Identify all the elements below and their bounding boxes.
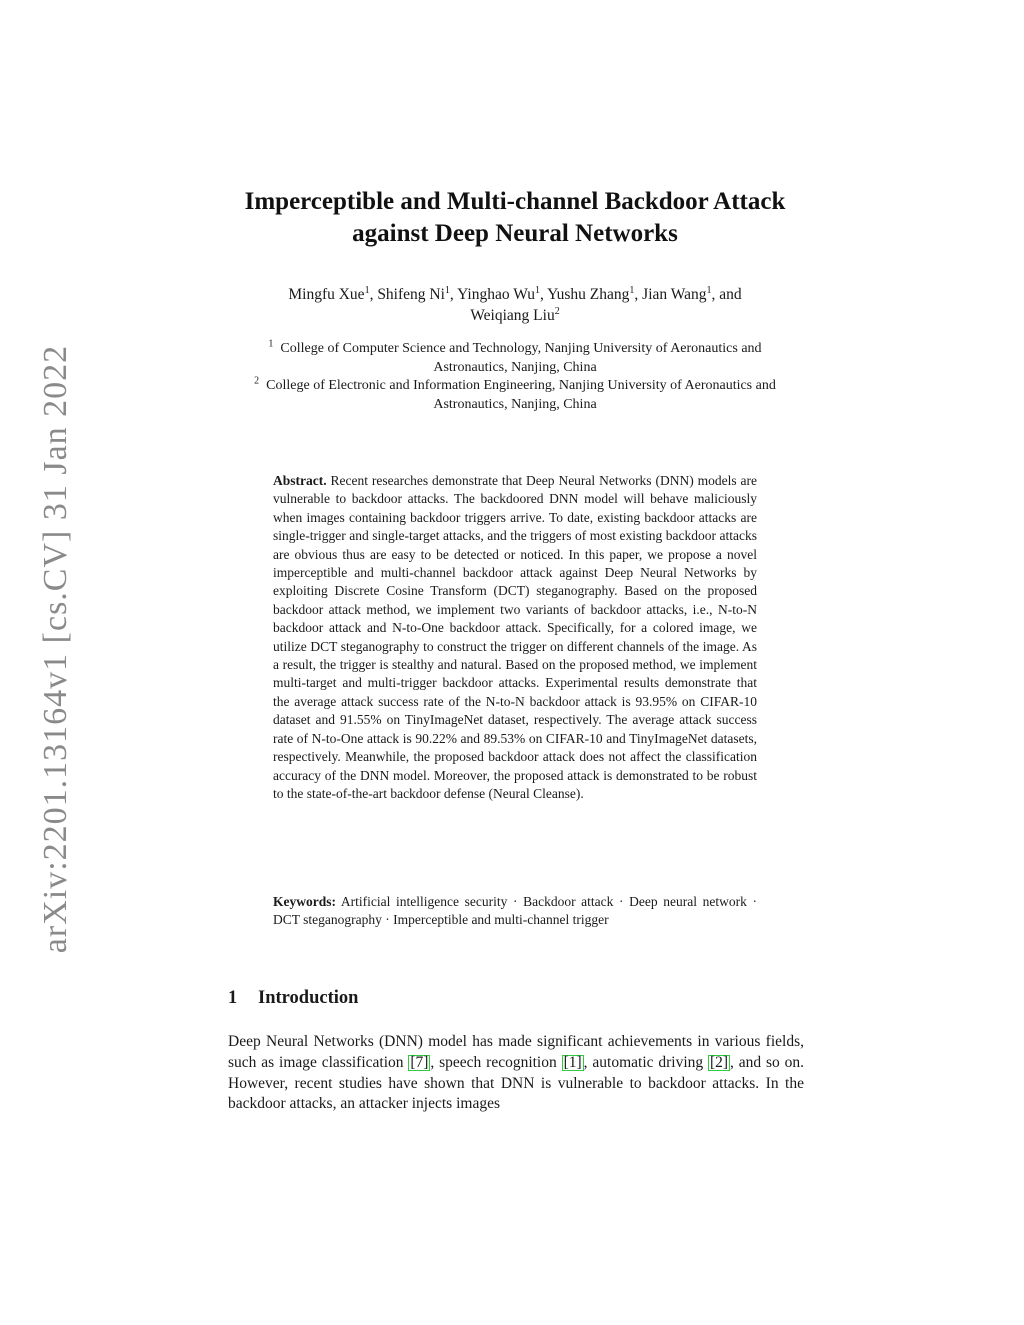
abstract-label: Abstract. xyxy=(273,473,327,488)
author: Yushu Zhang xyxy=(547,286,630,303)
section-number: 1 xyxy=(228,988,238,1008)
author-separator: , xyxy=(369,286,378,303)
keywords-label: Keywords: xyxy=(273,894,336,909)
author-affil-mark: 1 xyxy=(706,284,712,296)
author-separator: , xyxy=(449,286,458,303)
affiliation-list xyxy=(232,340,798,414)
author: Shifeng Ni xyxy=(377,286,445,303)
author-separator: , xyxy=(539,286,548,303)
author: Mingfu Xue xyxy=(288,286,365,303)
author-last-joiner: , and xyxy=(711,286,742,303)
abstract xyxy=(273,472,757,803)
keywords-text: Artificial intelligence security · Backdoor attack · Deep neural network · DCT steganography · Imperceptible and multi-channel trigger xyxy=(273,894,757,928)
citation-link[interactable]: [7] xyxy=(410,1053,429,1071)
citation-link[interactable]: [2] xyxy=(709,1053,729,1071)
affiliation-text: College of Computer Science and Technology, Nanjing University of Aeronautics and Astronautics, Nanjing, China xyxy=(280,341,762,375)
affiliation xyxy=(232,377,798,414)
intro-paragraph xyxy=(228,1032,804,1115)
author: Yinghao Wu xyxy=(457,286,535,303)
author-affil-mark: 1 xyxy=(364,284,370,296)
intro-text: Deep Neural Networks (DNN) model has made significant achievements in various fields, such as image classification xyxy=(228,1033,804,1071)
affiliation-text: College of Electronic and Information Engineering, Nanjing University of Aeronautics and Astronautics, Nanjing, China xyxy=(266,378,776,412)
citation-link[interactable]: [1] xyxy=(563,1053,582,1071)
keywords xyxy=(273,893,757,930)
author: Jian Wang xyxy=(642,286,707,303)
author: Weiqiang Liu xyxy=(470,307,555,324)
author-affil-mark: 1 xyxy=(629,284,635,296)
affiliation xyxy=(232,340,798,377)
arxiv-stamp xyxy=(26,344,86,954)
author-list xyxy=(232,284,798,326)
affiliation-mark: 1 xyxy=(268,338,274,350)
section-title: Introduction xyxy=(258,988,359,1008)
intro-text: , and so on. However, recent studies have shown that DNN is vulnerable to backdoor attacks. In the backdoor attacks, an attacker injects images xyxy=(228,1053,804,1113)
author-affil-mark: 2 xyxy=(554,305,560,317)
author-affil-mark: 1 xyxy=(534,284,540,296)
intro-text: , automatic driving xyxy=(583,1053,708,1071)
paper-title: Imperceptible and Multi-channel Backdoor Attack against Deep Neural Networks xyxy=(244,188,786,247)
author-separator: , xyxy=(634,286,643,303)
abstract-text: Recent researches demonstrate that Deep Neural Networks (DNN) models are vulnerable to backdoor attacks. The backdoored DNN model will behave maliciously when images containing backdoor triggers arrive. To date, existing backdoor attacks are single-trigger and single-target attacks, and the triggers of most existing backdoor attacks are obvious thus are easy to be detected or noticed. In this paper, we propose a novel imperceptible and multi-channel backdoor attack against Deep Neural Networks by exploiting Discrete Cosine Transform (DCT) steganography. Based on the proposed backdoor attack method, we implement two variants of backdoor attacks, i.e., N-to-N backdoor attack and N-to-One backdoor attack. Specifically, for a colored image, we utilize DCT steganography to construct the trigger on different channels of the image. As a result, the trigger is stealthy and natural. Based on the proposed method, we implement multi-target and multi-trigger backdoor attacks. Experimental results demonstrate that the average attack success rate of the N-to-N backdoor attack is 93.95% on CIFAR-10 dataset and 91.55% on TinyImageNet dataset, respectively. The average attack success rate of N-to-One attack is 90.22% and 89.53% on CIFAR-10 and TinyImageNet datasets, respectively. Meanwhile, the proposed backdoor attack does not affect the classification accuracy of the DNN model. Moreover, the proposed attack is demonstrated to be robust to the state-of-the-art backdoor defense (Neural Cleanse). xyxy=(273,473,757,801)
intro-text: , speech recognition xyxy=(430,1053,562,1071)
arxiv-id: arXiv:2201.13164v1 [cs.CV] 31 Jan 2022 xyxy=(37,344,75,954)
section-heading xyxy=(228,986,358,1010)
affiliation-mark: 2 xyxy=(254,375,260,387)
author-affil-mark: 1 xyxy=(444,284,450,296)
